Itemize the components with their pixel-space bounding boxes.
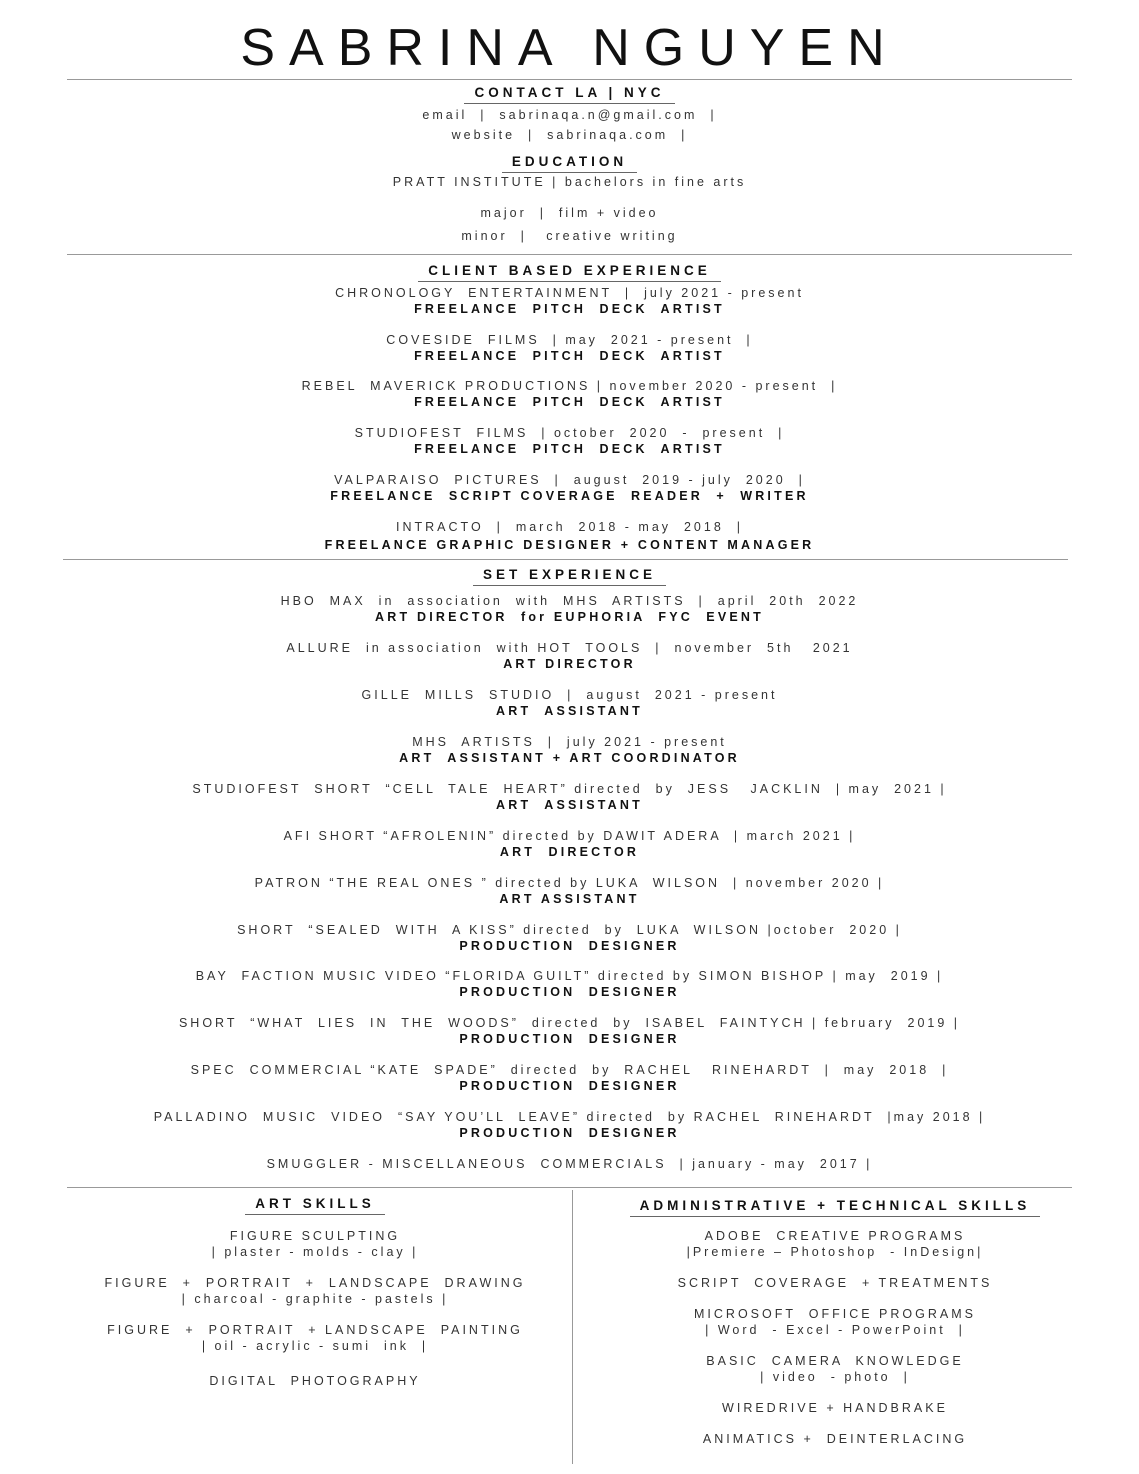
art-skills-heading	[60, 1196, 570, 1215]
education-heading	[0, 154, 1139, 173]
technical-skill-title: ANIMATICS + DEINTERLACING	[702, 1432, 968, 1446]
client-entry-line: VALPARAISO PICTURES | august 2019 - july 2020 |	[334, 473, 805, 487]
education-heading-text: EDUCATION	[502, 154, 637, 173]
set-experience-heading	[0, 567, 1139, 586]
client-entry-role: FREELANCE SCRIPT COVERAGE READER + WRITER	[330, 489, 809, 503]
set-entry-line: PALLADINO MUSIC VIDEO “SAY YOU’LL LEAVE” directed by RACHEL RINEHARDT |may 2018 |	[153, 1110, 986, 1124]
set-entry-role: ART ASSISTANT	[496, 704, 643, 718]
divider-education	[67, 254, 1072, 255]
technical-skill-title: ADOBE CREATIVE PROGRAMS	[704, 1229, 966, 1243]
education-major: major | film + video	[480, 206, 659, 220]
set-entry-role: ART DIRECTOR for EUPHORIA FYC EVENT	[375, 610, 764, 624]
set-entry-line: SPEC COMMERCIAL “KATE SPADE” directed by RACHEL RINEHARDT | may 2018 |	[190, 1063, 949, 1077]
set-entry-line: BAY FACTION MUSIC VIDEO “FLORIDA GUILT” directed by SIMON BISHOP | may 2019 |	[195, 969, 944, 983]
client-entry-role: FREELANCE PITCH DECK ARTIST	[414, 395, 725, 409]
set-entry-role: ART DIRECTOR	[503, 657, 636, 671]
skills-column-divider	[572, 1190, 573, 1464]
set-entry-line: GILLE MILLS STUDIO | august 2021 - present	[361, 688, 778, 702]
technical-skill-title: MICROSOFT OFFICE PROGRAMS	[694, 1307, 976, 1321]
technical-skill-detail: |Premiere – Photoshop - InDesign|	[686, 1245, 984, 1259]
set-entry-line: AFI SHORT “AFROLENIN” directed by DAWIT ADERA | march 2021 |	[283, 829, 856, 843]
client-entry-line: COVESIDE FILMS | may 2021 - present |	[386, 333, 753, 347]
art-skill-title: FIGURE + PORTRAIT + LANDSCAPE DRAWING	[104, 1276, 526, 1290]
client-entry-role: FREELANCE GRAPHIC DESIGNER + CONTENT MANAGER	[324, 538, 815, 552]
technical-skill-title: BASIC CAMERA KNOWLEDGE	[706, 1354, 964, 1368]
art-skill-title: FIGURE + PORTRAIT + LANDSCAPE PAINTING	[107, 1323, 523, 1337]
set-entry-role: PRODUCTION DESIGNER	[459, 1032, 680, 1046]
set-entry-role: ART ASSISTANT	[499, 892, 640, 906]
set-entry-role: PRODUCTION DESIGNER	[459, 939, 680, 953]
set-entry-line: MHS ARTISTS | july 2021 - present	[412, 735, 727, 749]
art-skill-title: DIGITAL PHOTOGRAPHY	[209, 1374, 421, 1388]
technical-skills-heading-text: ADMINISTRATIVE + TECHNICAL SKILLS	[630, 1198, 1041, 1217]
technical-skill-detail: | video - photo |	[760, 1370, 910, 1384]
technical-skill-title: WIREDRIVE + HANDBRAKE	[722, 1401, 948, 1415]
contact-website: website | sabrinaqa.com |	[451, 128, 688, 142]
client-entry-line: CHRONOLOGY ENTERTAINMENT | july 2021 - present	[335, 286, 804, 300]
set-entry-role: PRODUCTION DESIGNER	[459, 985, 680, 999]
art-skill-title: FIGURE SCULPTING	[229, 1229, 401, 1243]
client-entry-line: REBEL MAVERICK PRODUCTIONS | november 2020 - present |	[301, 379, 838, 393]
resume-name: SABRINA NGUYEN	[240, 19, 899, 77]
set-entry-role: ART ASSISTANT	[496, 798, 643, 812]
client-entry-role: FREELANCE PITCH DECK ARTIST	[414, 442, 725, 456]
education-school: PRATT INSTITUTE | bachelors in fine arts	[392, 175, 747, 189]
contact-heading-text: CONTACT LA | NYC	[464, 85, 674, 104]
technical-skills-heading	[580, 1198, 1090, 1217]
technical-skill-detail: | Word - Excel - PowerPoint |	[705, 1323, 965, 1337]
set-entry-line: HBO MAX in association with MHS ARTISTS | april 20th 2022	[280, 594, 859, 608]
technical-skill-title: SCRIPT COVERAGE + TREATMENTS	[677, 1276, 993, 1290]
contact-email: email | sabrinaqa.n@gmail.com |	[422, 108, 717, 122]
set-experience-heading-text: SET EXPERIENCE	[473, 567, 666, 586]
divider-client	[63, 559, 1068, 560]
client-entry-line: STUDIOFEST FILMS | october 2020 - present |	[354, 426, 785, 440]
set-entry-role: PRODUCTION DESIGNER	[459, 1079, 680, 1093]
art-skill-detail: | charcoal - graphite - pastels |	[181, 1292, 449, 1306]
art-skill-detail: | oil - acrylic - sumi ink |	[201, 1339, 429, 1353]
contact-heading	[0, 85, 1139, 104]
set-entry-line: STUDIOFEST SHORT “CELL TALE HEART” directed by JESS JACKLIN | may 2021 |	[192, 782, 947, 796]
client-experience-heading	[0, 263, 1139, 282]
set-entry-line: SMUGGLER - MISCELLANEOUS COMMERCIALS | january - may 2017 |	[266, 1157, 873, 1171]
art-skills-heading-text: ART SKILLS	[245, 1196, 385, 1215]
set-entry-line: PATRON “THE REAL ONES ” directed by LUKA WILSON | november 2020 |	[254, 876, 885, 890]
set-entry-line: SHORT “SEALED WITH A KISS” directed by LUKA WILSON |october 2020 |	[237, 923, 902, 937]
client-entry-role: FREELANCE PITCH DECK ARTIST	[414, 302, 725, 316]
art-skill-detail: | plaster - molds - clay |	[211, 1245, 419, 1259]
set-entry-line: SHORT “WHAT LIES IN THE WOODS” directed by ISABEL FAINTYCH | february 2019 |	[178, 1016, 961, 1030]
set-entry-role: ART DIRECTOR	[499, 845, 640, 859]
education-minor: minor | creative writing	[461, 229, 678, 243]
set-entry-line: ALLURE in association with HOT TOOLS | november 5th 2021	[286, 641, 853, 655]
divider-top	[67, 79, 1072, 80]
set-entry-role: ART ASSISTANT + ART COORDINATOR	[399, 751, 740, 765]
client-entry-role: FREELANCE PITCH DECK ARTIST	[414, 349, 725, 363]
client-experience-heading-text: CLIENT BASED EXPERIENCE	[418, 263, 721, 282]
divider-set	[67, 1187, 1072, 1188]
set-entry-role: PRODUCTION DESIGNER	[459, 1126, 680, 1140]
client-entry-line: INTRACTO | march 2018 - may 2018 |	[396, 520, 743, 534]
